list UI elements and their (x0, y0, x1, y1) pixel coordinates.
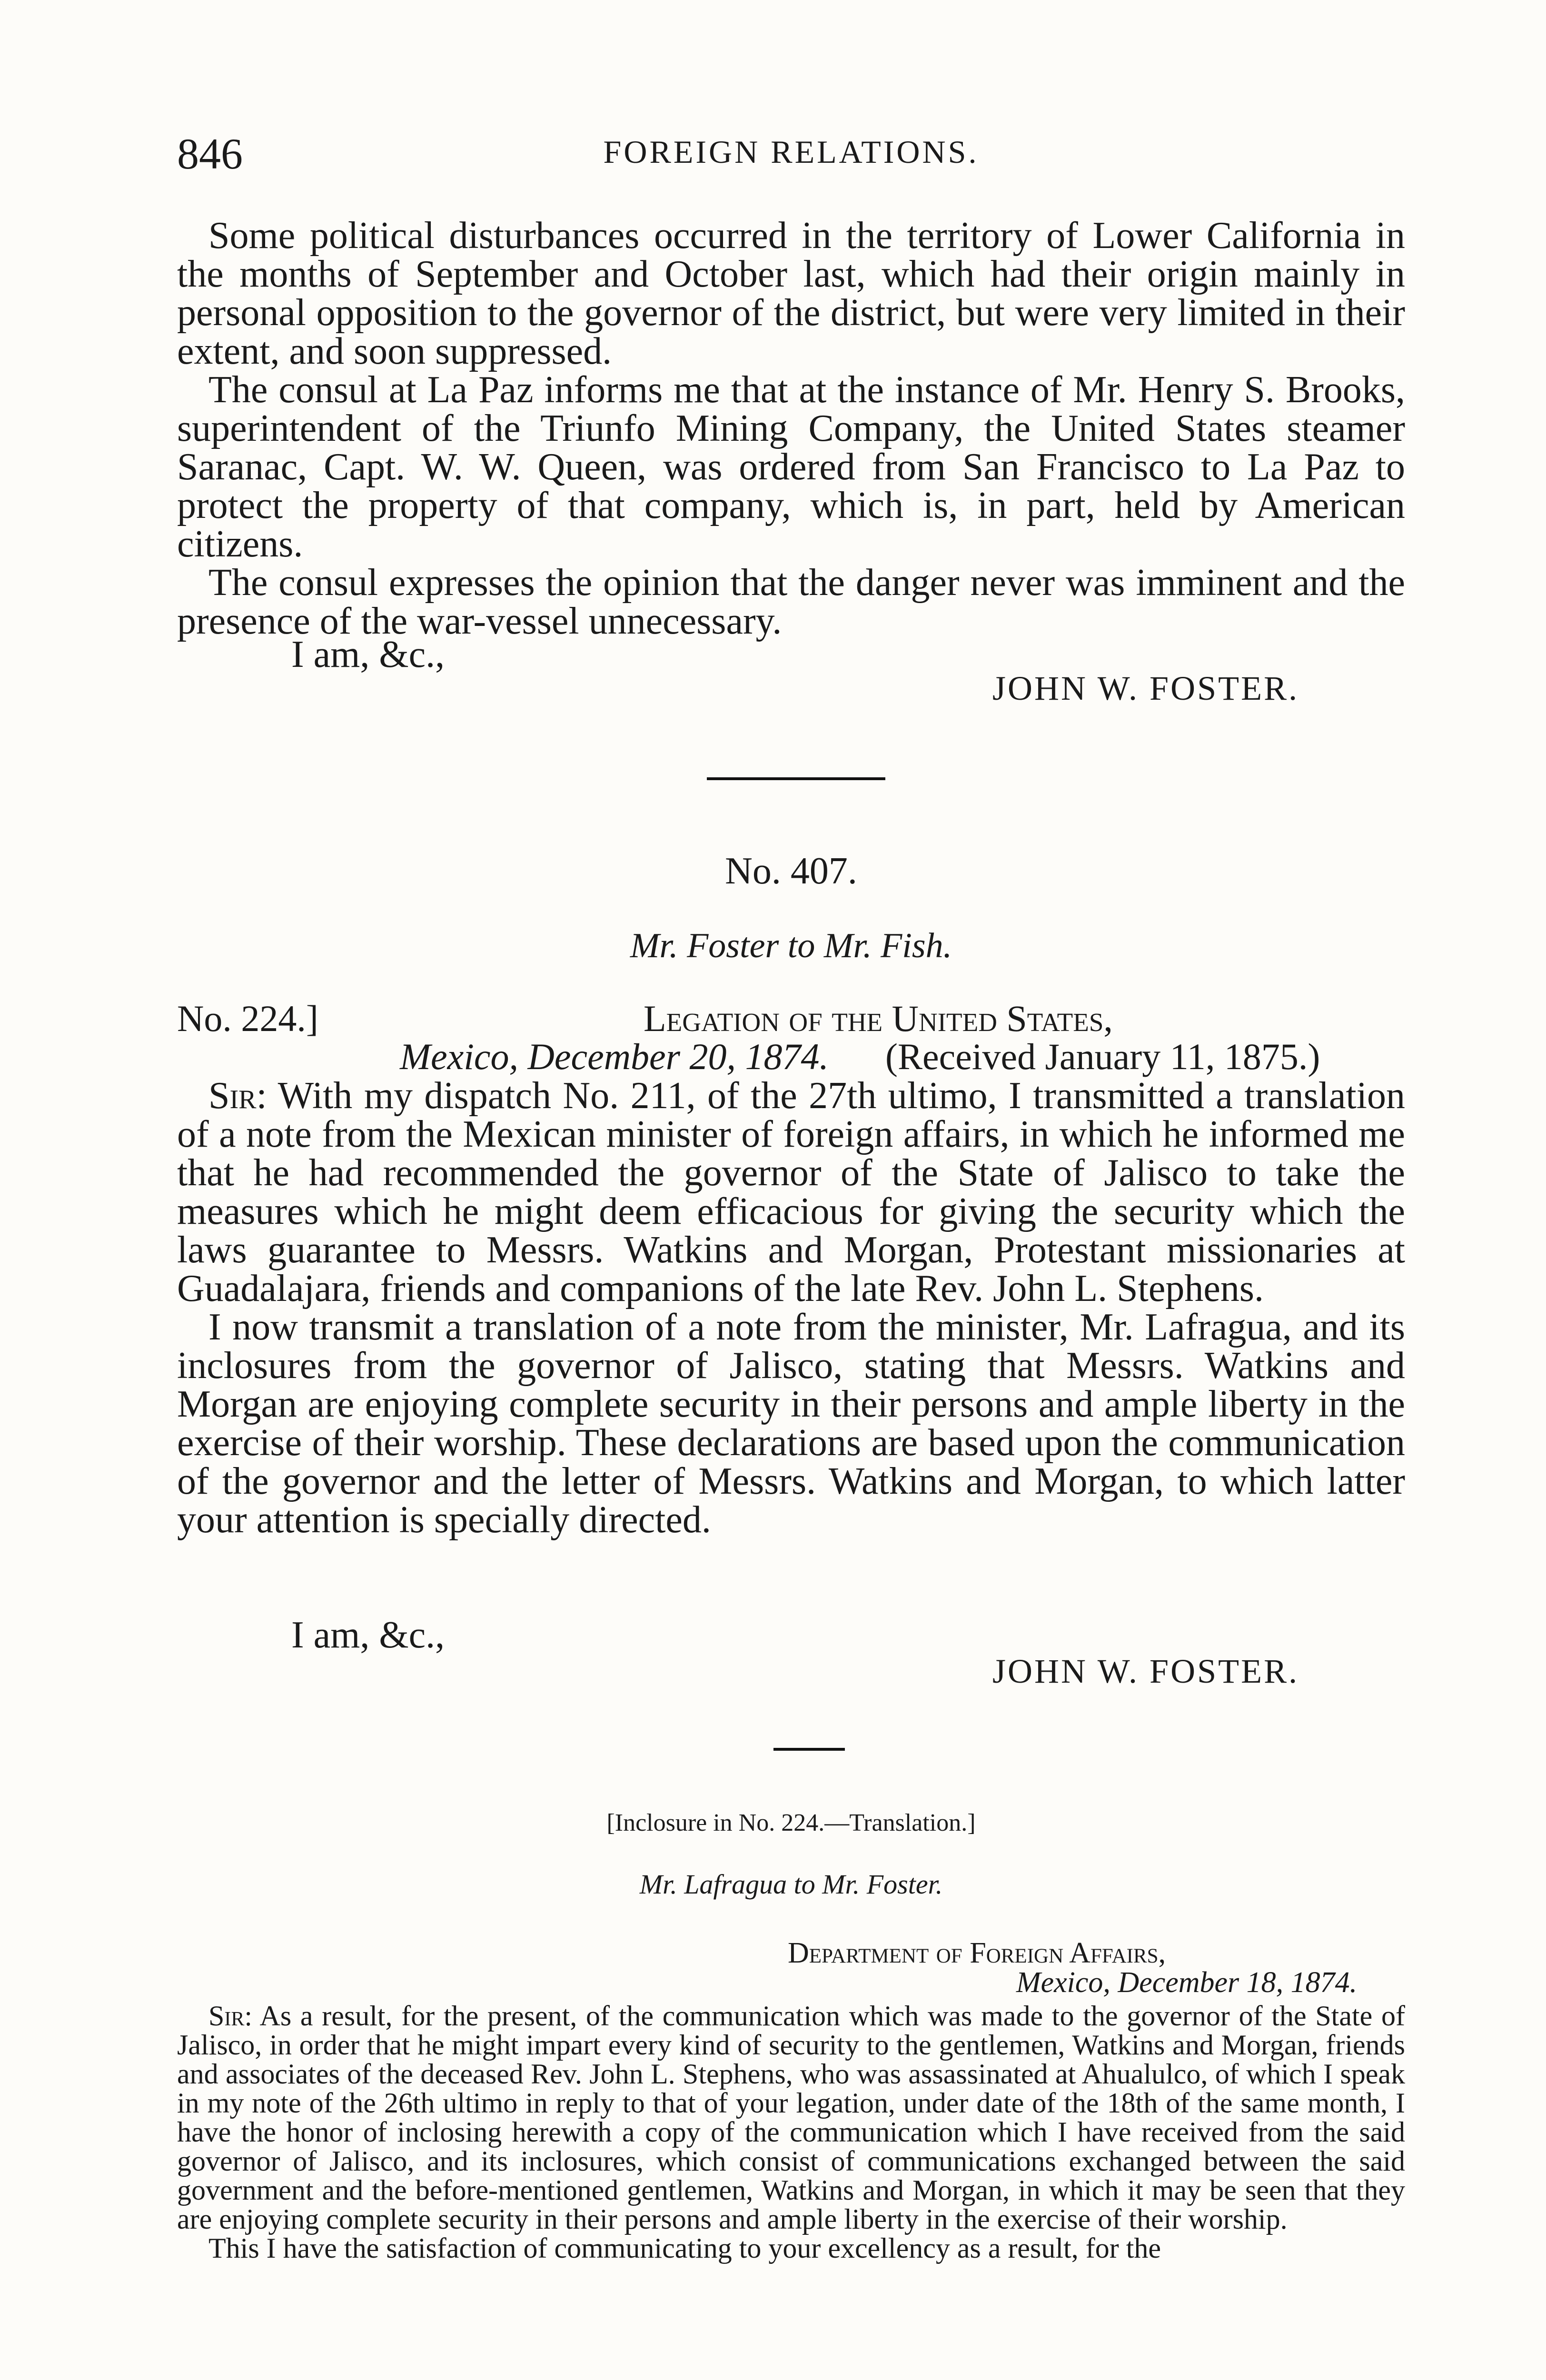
place-date: Mexico, December 20, 1874. (400, 1036, 829, 1077)
department-heading: Department of Foreign Affairs, (788, 1937, 1166, 1969)
paragraph: The consul expresses the opinion that the danger never was imminent and the presence of the war-vessel unnecessary. (177, 562, 1405, 642)
received-date: (Received January 11, 1875.) (885, 1036, 1320, 1077)
paragraph: This I have the satisfaction of communicating to your excellency as a result, for the (208, 2232, 1161, 2264)
paragraph-text: With my dispatch No. 211, of the 27th ultimo, I transmitted a translation of a note from the Mexican minister of foreign affairs, in which he informed me that he had recommended the governor of the State of Jalisco to take the measures which he might deem efficacious for giving the security which the laws guarantee to Messrs. Watkins and Morgan, Protestant missionaries at Guadalajara, friends and companions of the late Rev. John L. Stephens. (177, 1075, 1405, 1309)
dispatch-number: No. 224.] (177, 998, 318, 1039)
previous-dispatch-body (177, 217, 1405, 641)
section-divider (773, 1748, 845, 1751)
paragraph-text: As a result, for the present, of the communication which was made to the governor of the State of Jalisco, in order that he might impart every kind of security to the gentlemen, Watkins and Morgan, friends and associates of the deceased Rev. John L. Stephens, who was assassinated at Ahualulco, of which I speak in my note of the 26th ultimo in reply to that of your legation, under date of the 18th of the same month, I have the honor of inclosing herewith a copy of the communication which I have received from the said governor of Jalisco, and its inclosures, which consist of communications exchanged between the said government and the before-mentioned gentlemen, Watkins and Morgan, in which it may be seen that they are enjoying complete security in their persons and ample liberty in the exercise of their worship. (177, 2000, 1405, 2235)
running-title: FOREIGN RELATIONS. (603, 134, 979, 170)
salutation: Sir: (208, 1075, 267, 1117)
page-number: 846 (177, 129, 243, 178)
paragraph: The consul at La Paz informs me that at the instance of Mr. Henry S. Brooks, superintendent of the Triunfo Mining Company, the United States steamer Saranac, Capt. W. W. Queen, was ordered from San Francisco to La Paz to protect the property of that company, which is, in part, held by American citizens. (177, 369, 1405, 565)
closing: I am, &c., (291, 634, 445, 675)
paragraph: I now transmit a translation of a note from the minister, Mr. Lafragua, and its inclosures from the governor of Jalisco, stating that Messrs. Watkins and Morgan are enjoying complete security in their persons and ample liberty in the exercise of their worship. These declarations are based upon the communication of the governor and the letter of Messrs. Watkins and Morgan, to which latter your attention is specially directed. (177, 1306, 1405, 1541)
closing: I am, &c., (291, 1614, 445, 1656)
inclosure-heading: [Inclosure in No. 224.—Translation.] (606, 1809, 976, 1836)
inclosure-title: Mr. Lafragua to Mr. Foster. (639, 1869, 943, 1900)
section-divider (707, 777, 885, 780)
page-header (177, 129, 1405, 181)
inclosure-place-date: Mexico, December 18, 1874. (1016, 1966, 1358, 1999)
signature: JOHN W. FOSTER. (992, 1652, 1299, 1690)
paragraph (177, 1077, 1405, 1308)
signature: JOHN W. FOSTER. (992, 669, 1299, 707)
document-number: No. 407. (725, 850, 857, 892)
legation-heading: Legation of the United States, (644, 998, 1113, 1039)
inclosure-body (177, 2002, 1405, 2263)
document-title: Mr. Foster to Mr. Fish. (630, 926, 952, 965)
paragraph (177, 2002, 1405, 2234)
dispatch-body (177, 1077, 1405, 1539)
salutation: Sir: (208, 2000, 253, 2032)
paragraph: Some political disturbances occurred in the territory of Lower California in the months of September and October last, which had their origin mainly in personal opposition to the governor of the district, but were very limited in their extent, and soon suppressed. (177, 215, 1405, 372)
